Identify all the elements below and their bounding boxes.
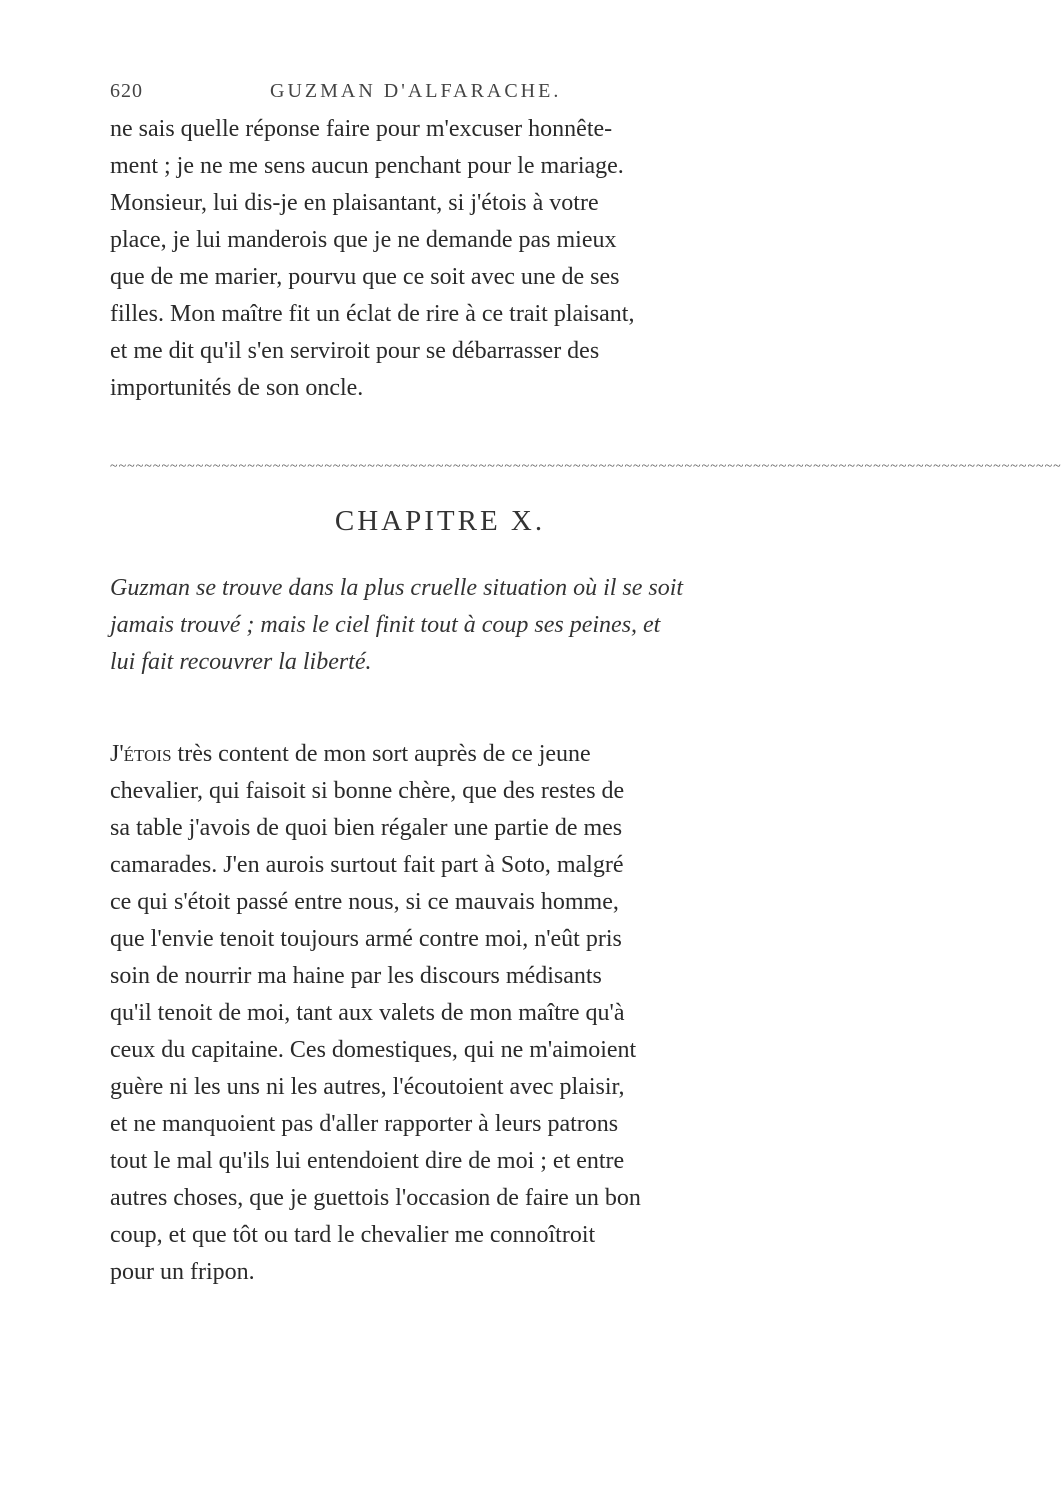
text-line: ce qui s'étoit passé entre nous, si ce mauvais homme, xyxy=(110,889,619,915)
text-line: ment ; je ne me sens aucun penchant pour le mariage. xyxy=(110,153,624,179)
summary-line: lui fait recouvrer la liberté. xyxy=(110,649,372,675)
text-line: tout le mal qu'ils lui entendoient dire de moi ; et entre xyxy=(110,1148,625,1174)
chapter-summary xyxy=(110,570,770,681)
text-line: ne sais quelle réponse faire pour m'excuser honnête- xyxy=(110,116,613,142)
opening-line-text: très content de mon sort auprès de ce jeune xyxy=(171,741,591,767)
text-line: sa table j'avois de quoi bien régaler une partie de mes xyxy=(110,815,623,841)
text-line: coup, et que tôt ou tard le chevalier me connoîtroit xyxy=(110,1222,596,1248)
page-number: 620 xyxy=(110,80,143,102)
text-line: et me dit qu'il s'en serviroit pour se débarrasser des xyxy=(110,338,600,364)
text-line: que l'envie tenoit toujours armé contre moi, n'eût pris xyxy=(110,926,622,952)
text-line: place, je lui manderois que je ne demande pas mieux xyxy=(110,227,617,253)
text-line: camarades. J'en aurois surtout fait part à Soto, malgré xyxy=(110,852,624,878)
text-line: que de me marier, pourvu que ce soit avec une de ses xyxy=(110,264,620,290)
running-head xyxy=(110,80,770,110)
text-line: filles. Mon maître fit un éclat de rire à ce trait plaisant, xyxy=(110,301,635,327)
text-line: guère ni les uns ni les autres, l'écoutoient avec plaisir, xyxy=(110,1074,625,1100)
text-line: ceux du capitaine. Ces domestiques, qui ne m'aimoient xyxy=(110,1037,637,1063)
text-line: soin de nourrir ma haine par les discours médisants xyxy=(110,963,602,989)
text-line: pour un fripon. xyxy=(110,1259,255,1285)
ornamental-rule: ~~~~~~~~~~~~~~~~~~~~~~~~~~~~~~~~~~~~~~~~~~~~~~~~~~~~~~~~~~~~~~~~~~~~~~~~~~~~~~~~~~~~~~~~~~~~~~~~~~~~~~~~~~~~~~~ xyxy=(110,459,1062,474)
text-line: autres choses, que je guettois l'occasion de faire un bon xyxy=(110,1185,641,1211)
running-title: GUZMAN D'ALFARACHE. xyxy=(270,80,562,102)
chapter-body xyxy=(110,736,770,1291)
summary-line: Guzman se trouve dans la plus cruelle situation où il se soit xyxy=(110,575,684,601)
opening-word: J'étois xyxy=(110,741,172,767)
top-paragraph xyxy=(110,111,770,407)
text-line: chevalier, qui faisoit si bonne chère, que des restes de xyxy=(110,778,625,804)
text-line: et ne manquoient pas d'aller rapporter à leurs patrons xyxy=(110,1111,619,1137)
text-line: Monsieur, lui dis-je en plaisantant, si j'étois à votre xyxy=(110,190,599,216)
text-line-first xyxy=(110,736,770,773)
text-line: qu'il tenoit de moi, tant aux valets de mon maître qu'à xyxy=(110,1000,625,1026)
summary-line: jamais trouvé ; mais le ciel finit tout à coup ses peines, et xyxy=(110,612,661,638)
chapter-heading: CHAPITRE X. xyxy=(334,505,546,537)
text-line: importunités de son oncle. xyxy=(110,375,364,401)
